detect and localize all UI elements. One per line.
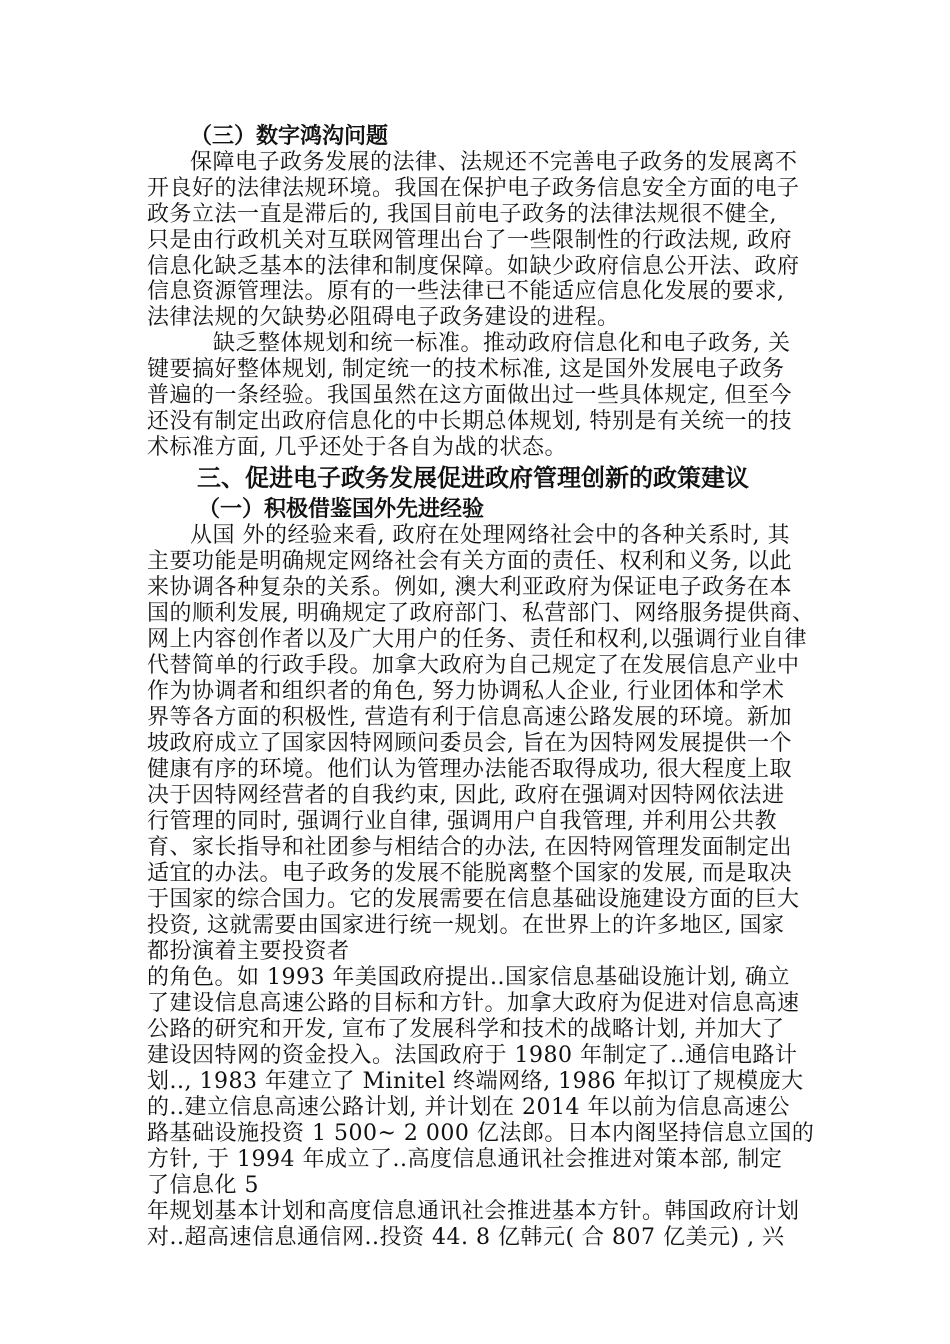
text-line: 信息化缺乏基本的法律和制度保障。如缺少政府信息公开法、政府 [147,254,800,279]
text-line: 法律法规的欠缺势必阻碍电子政务建设的进程。 [147,305,620,330]
text-line: 键要搞好整体规划, 制定统一的技术标准, 这是国外发展电子政务 [147,357,785,382]
text-line: 国的顺利发展, 明确规定了政府部门、私营部门、网络服务提供商、 [147,601,815,626]
text-line: 投资, 这就需要由国家进行统一规划。在世界上的许多地区, 国家 [147,913,785,938]
text-line: 方针, 于 1994 年成立了..高度信息通讯社会推进对策本部, 制定 [147,1147,783,1172]
text-line: 年规划基本计划和高度信息通讯社会推进基本方针。韩国政府计划 [147,1199,800,1224]
text-line: 对..超高速信息通信网..投资 44. 8 亿韩元( 合 807 亿美元) , 兴 [147,1225,785,1250]
text-line: 决于因特网经营者的自我约束, 因此, 政府在强调对因特网依法进 [147,783,785,808]
text-line: 育、家长指导和社团参与相结合的办法, 在因特网管理发面制定出 [147,835,792,860]
text-line: 开良好的法律法规环境。我国在保护电子政务信息安全方面的电子 [147,176,800,201]
text-line: 还没有制定出政府信息化的中长期总体规划, 特别是有关统一的技 [147,409,792,434]
text-line: 主要功能是明确规定网络社会有关方面的责任、权利和义务, 以此 [147,549,792,574]
text-line: 从国 外的经验来看, 政府在处理网络社会中的各种关系时, 其 [190,523,790,548]
subsection-heading-foreign-experience: （一）积极借鉴国外先进经验 [198,497,485,522]
text-line: 代替简单的行政手段。加拿大政府为自己规定了在发展信息产业中 [147,653,800,678]
text-line: 划.., 1983 年建立了 Minitel 终端网络, 1986 年拟订了规模庞大 [147,1069,804,1094]
text-line: 只是由行政机关对互联网管理出台了一些限制性的行政法规, 政府 [147,228,792,253]
text-line: 适宜的办法。电子政务的发展不能脱离整个国家的发展, 而是取决 [147,861,792,886]
text-line: 网上内容创作者以及广大用户的任务、责任和权利,以强调行业自律 [147,627,807,652]
text-line: 了信息化 5 [147,1173,259,1198]
text-line: 保障电子政务发展的法律、法规还不完善电子政务的发展离不 [190,150,798,175]
text-line: 于国家的综合国力。它的发展需要在信息基础设施建设方面的巨大 [147,887,800,912]
text-line: 政务立法一直是滞后的, 我国目前电子政务的法律法规很不健全, [147,202,777,227]
chapter-heading-policy-suggestions: 三、促进电子政务发展促进政府管理创新的政策建议 [197,464,749,492]
text-line: 的角色。如 1993 年美国政府提出..国家信息基础设施计划, 确立 [147,965,790,990]
text-line: 术标准方面, 几乎还处于各自为战的状态。 [147,435,567,460]
section-heading-digital-divide: （三）数字鸿沟问题 [190,124,389,149]
text-line: 界等各方面的积极性, 营造有利于信息高速公路发展的环境。新加 [147,705,792,730]
text-line: 都扮演着主要投资者 [147,939,350,964]
text-line: 建设因特网的资金投入。法国政府于 1980 年制定了..通信电路计 [147,1043,798,1068]
text-line: 行管理的同时, 强调行业自律, 强调用户自我管理, 并利用公共教 [147,809,777,834]
text-line: 公路的研究和开发, 宣布了发展科学和技术的战略计划, 并加大了 [147,1017,785,1042]
text-line: 坡政府成立了国家因特网顾问委员会, 旨在为因特网发展提供一个 [147,731,792,756]
text-line: 缺乏整体规划和统一标准。推动政府信息化和电子政务, 关 [213,331,791,356]
text-line: 普遍的一条经验。我国虽然在这方面做出过一些具体规定, 但至今 [147,383,792,408]
text-line: 来协调各种复杂的关系。例如, 澳大利亚政府为保证电子政务在本 [147,575,792,600]
text-line: 的..建立信息高速公路计划, 并计划在 2014 年以前为信息高速公 [147,1095,790,1120]
text-line: 健康有序的环境。他们认为管理办法能否取得成功, 很大程度上取 [147,757,792,782]
text-line: 信息资源管理法。原有的一些法律已不能适应信息化发展的要求, [147,279,785,304]
text-line: 了建设信息高速公路的目标和方针。加拿大政府为促进对信息高速 [147,991,800,1016]
text-line: 作为协调者和组织者的角色, 努力协调私人企业, 行业团体和学术 [147,679,785,704]
text-line: 路基础设施投资 1 500~ 2 000 亿法郎。日本内阁坚持信息立国的 [147,1121,815,1146]
